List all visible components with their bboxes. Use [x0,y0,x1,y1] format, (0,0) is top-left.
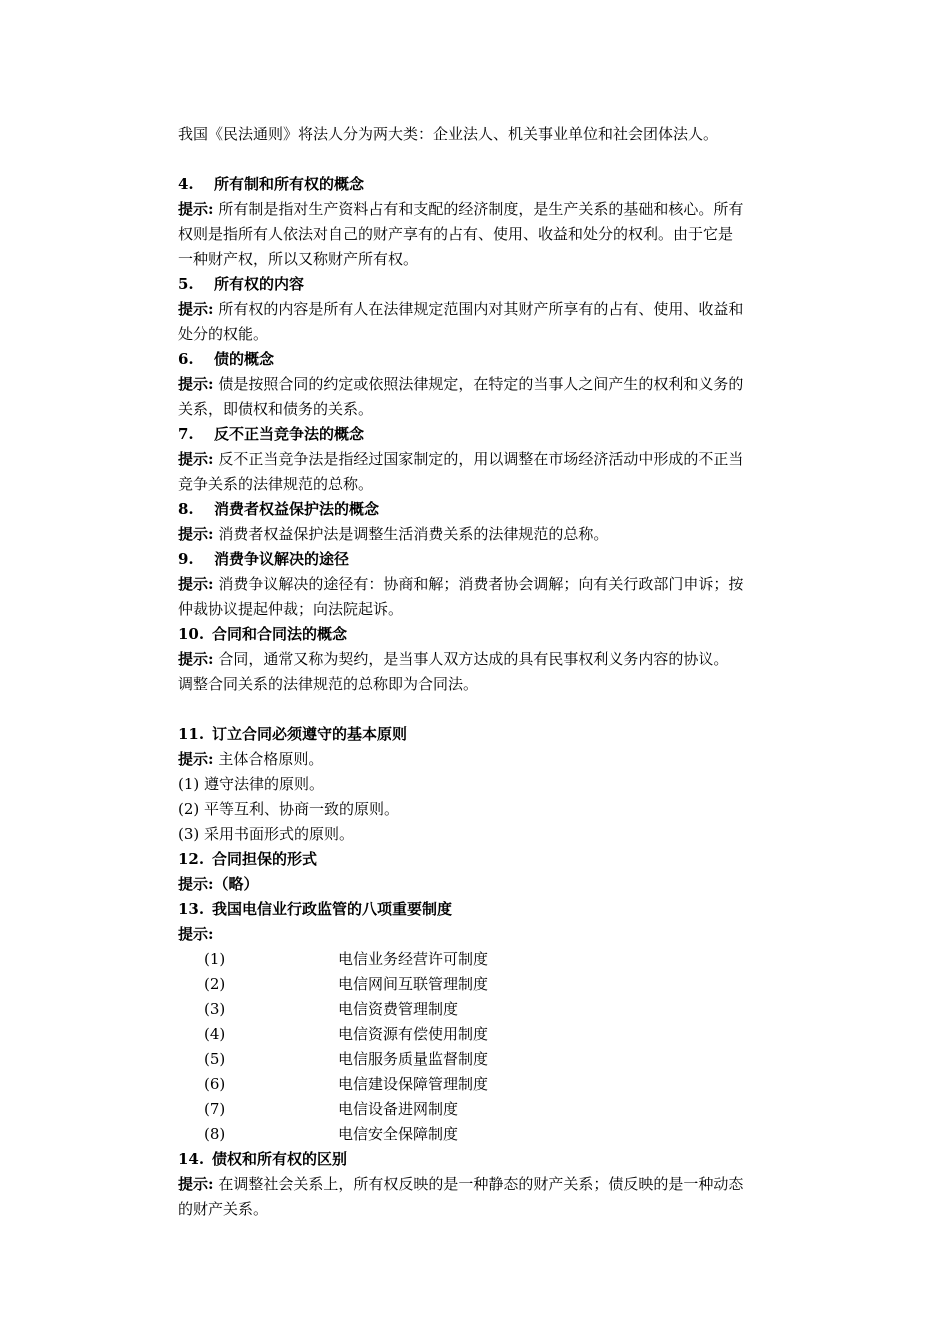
list-item [178,972,810,997]
section-11-hint-line [178,747,810,772]
section-10-heading [178,622,810,647]
list-index: (8) [204,1125,226,1143]
section-5-hint-line-1 [178,297,810,322]
section-title: 消费争议解决的途径 [214,550,350,568]
section-10-hint-line-1 [178,647,810,672]
section-title: 债权和所有权的区别 [212,1150,348,1168]
section-8-hint-line-1 [178,522,810,547]
section-6-hint-line-2: 关系，即债权和债务的关系。 [178,400,374,418]
section-14-hint-line-1 [178,1172,810,1197]
section-13-heading [178,897,810,922]
section-number: 8. [178,500,194,518]
section-9-heading [178,547,810,572]
section-4-hint-line-1 [178,197,810,222]
hint-label: 提示: [178,650,214,668]
hint-label: 提示: [178,1175,214,1193]
section-9-hint-line-1 [178,572,810,597]
section-number: 5. [178,275,194,293]
section-title: 我国电信业行政监管的八项重要制度 [212,900,453,918]
list-text: 电信设备进网制度 [338,1100,459,1118]
hint-text: 反不正当竞争法是指经过国家制定的，用以调整在市场经济活动中形成的不正当 [218,450,744,468]
section-12-heading [178,847,810,872]
section-title: 消费者权益保护法的概念 [214,500,380,518]
section-7-hint-line-1 [178,447,810,472]
list-item [178,1122,810,1147]
section-6-heading [178,347,810,372]
section-5-hint-line-2: 处分的权能。 [178,325,269,343]
list-index: (3) [204,1000,226,1018]
hint-text: 所有制是指对生产资料占有和支配的经济制度，是生产关系的基础和核心。所有 [218,200,744,218]
list-item [178,1072,810,1097]
section-number: 14. [178,1150,205,1168]
section-title: 债的概念 [214,350,275,368]
section-14-hint-line-2: 的财产关系。 [178,1200,269,1218]
section-number: 9. [178,550,194,568]
hint-text: 在调整社会关系上，所有权反映的是一种静态的财产关系；债反映的是一种动态 [218,1175,744,1193]
section-number: 13. [178,900,205,918]
section-7-hint-line-2: 竞争关系的法律规范的总称。 [178,475,374,493]
section-title: 合同担保的形式 [212,850,318,868]
hint-label: 提示: [178,525,214,543]
hint-label: 提示: [178,575,214,593]
hint-text: 合同，通常又称为契约，是当事人双方达成的具有民事权利义务内容的协议。 [218,650,729,668]
list-index: (6) [204,1075,226,1093]
section-title: 所有制和所有权的概念 [214,175,365,193]
list-item: (2) 平等互利、协商一致的原则。 [178,800,400,818]
section-5-heading [178,272,810,297]
list-item [178,1047,810,1072]
section-title: 反不正当竞争法的概念 [214,425,365,443]
list-text: 电信建设保障管理制度 [338,1075,489,1093]
section-number: 6. [178,350,194,368]
hint-label: 提示: [178,200,214,218]
list-text: 电信服务质量监督制度 [338,1050,489,1068]
section-13-hint-label: 提示: [178,925,214,943]
intro-paragraph: 我国《民法通则》将法人分为两大类：企业法人、机关事业单位和社会团体法人。 [178,125,719,143]
hint-label: 提示: [178,300,214,318]
section-8-heading [178,497,810,522]
list-item [178,1097,810,1122]
list-index: (1) [204,950,226,968]
list-item: (1) 遵守法律的原则。 [178,775,325,793]
section-title: 合同和合同法的概念 [212,625,348,643]
section-6-hint-line-1 [178,372,810,397]
hint-label: 提示: [178,375,214,393]
section-4-hint-line-3: 一种财产权，所以又称财产所有权。 [178,250,419,268]
list-text: 电信网间互联管理制度 [338,975,489,993]
section-4-heading [178,172,810,197]
section-number: 10. [178,625,205,643]
blank-line [178,147,810,172]
section-number: 4. [178,175,194,193]
hint-text: 所有权的内容是所有人在法律规定范围内对其财产所享有的占有、使用、收益和 [218,300,744,318]
list-text: 电信业务经营许可制度 [338,950,489,968]
blank-line [178,697,810,722]
hint-label: 提示: [178,450,214,468]
hint-text: 消费争议解决的途径有：协商和解；消费者协会调解；向有关行政部门申诉；按 [218,575,744,593]
hint-text: 债是按照合同的约定或依照法律规定，在特定的当事人之间产生的权利和义务的 [218,375,744,393]
list-index: (2) [204,975,226,993]
section-10-hint-line-2: 调整合同关系的法律规范的总称即为合同法。 [178,675,479,693]
section-14-heading [178,1147,810,1172]
list-item [178,947,810,972]
list-index: (4) [204,1025,226,1043]
section-4-hint-line-2: 权则是指所有人依法对自己的财产享有的占有、使用、收益和处分的权利。由于它是 [178,225,734,243]
list-index: (5) [204,1050,226,1068]
section-title: 所有权的内容 [214,275,305,293]
section-7-heading [178,422,810,447]
hint-label: 提示: [178,875,214,893]
section-number: 11. [178,725,205,743]
section-title: 订立合同必须遵守的基本原则 [212,725,408,743]
list-index: (7) [204,1100,226,1118]
list-item [178,1022,810,1047]
list-text: 电信资源有偿使用制度 [338,1025,489,1043]
hint-label: 提示: [178,750,214,768]
hint-text: 主体合格原则。 [218,750,324,768]
hint-text: 消费者权益保护法是调整生活消费关系的法律规范的总称。 [218,525,609,543]
list-text: 电信安全保障制度 [338,1125,459,1143]
section-11-heading [178,722,810,747]
section-number: 7. [178,425,194,443]
list-item [178,997,810,1022]
list-item: (3) 采用书面形式的原则。 [178,825,355,843]
section-9-hint-line-2: 仲裁协议提起仲裁；向法院起诉。 [178,600,404,618]
hint-text: （略） [213,875,259,893]
section-number: 12. [178,850,205,868]
document-page [178,122,810,1222]
section-12-hint-line [178,872,810,897]
list-text: 电信资费管理制度 [338,1000,459,1018]
